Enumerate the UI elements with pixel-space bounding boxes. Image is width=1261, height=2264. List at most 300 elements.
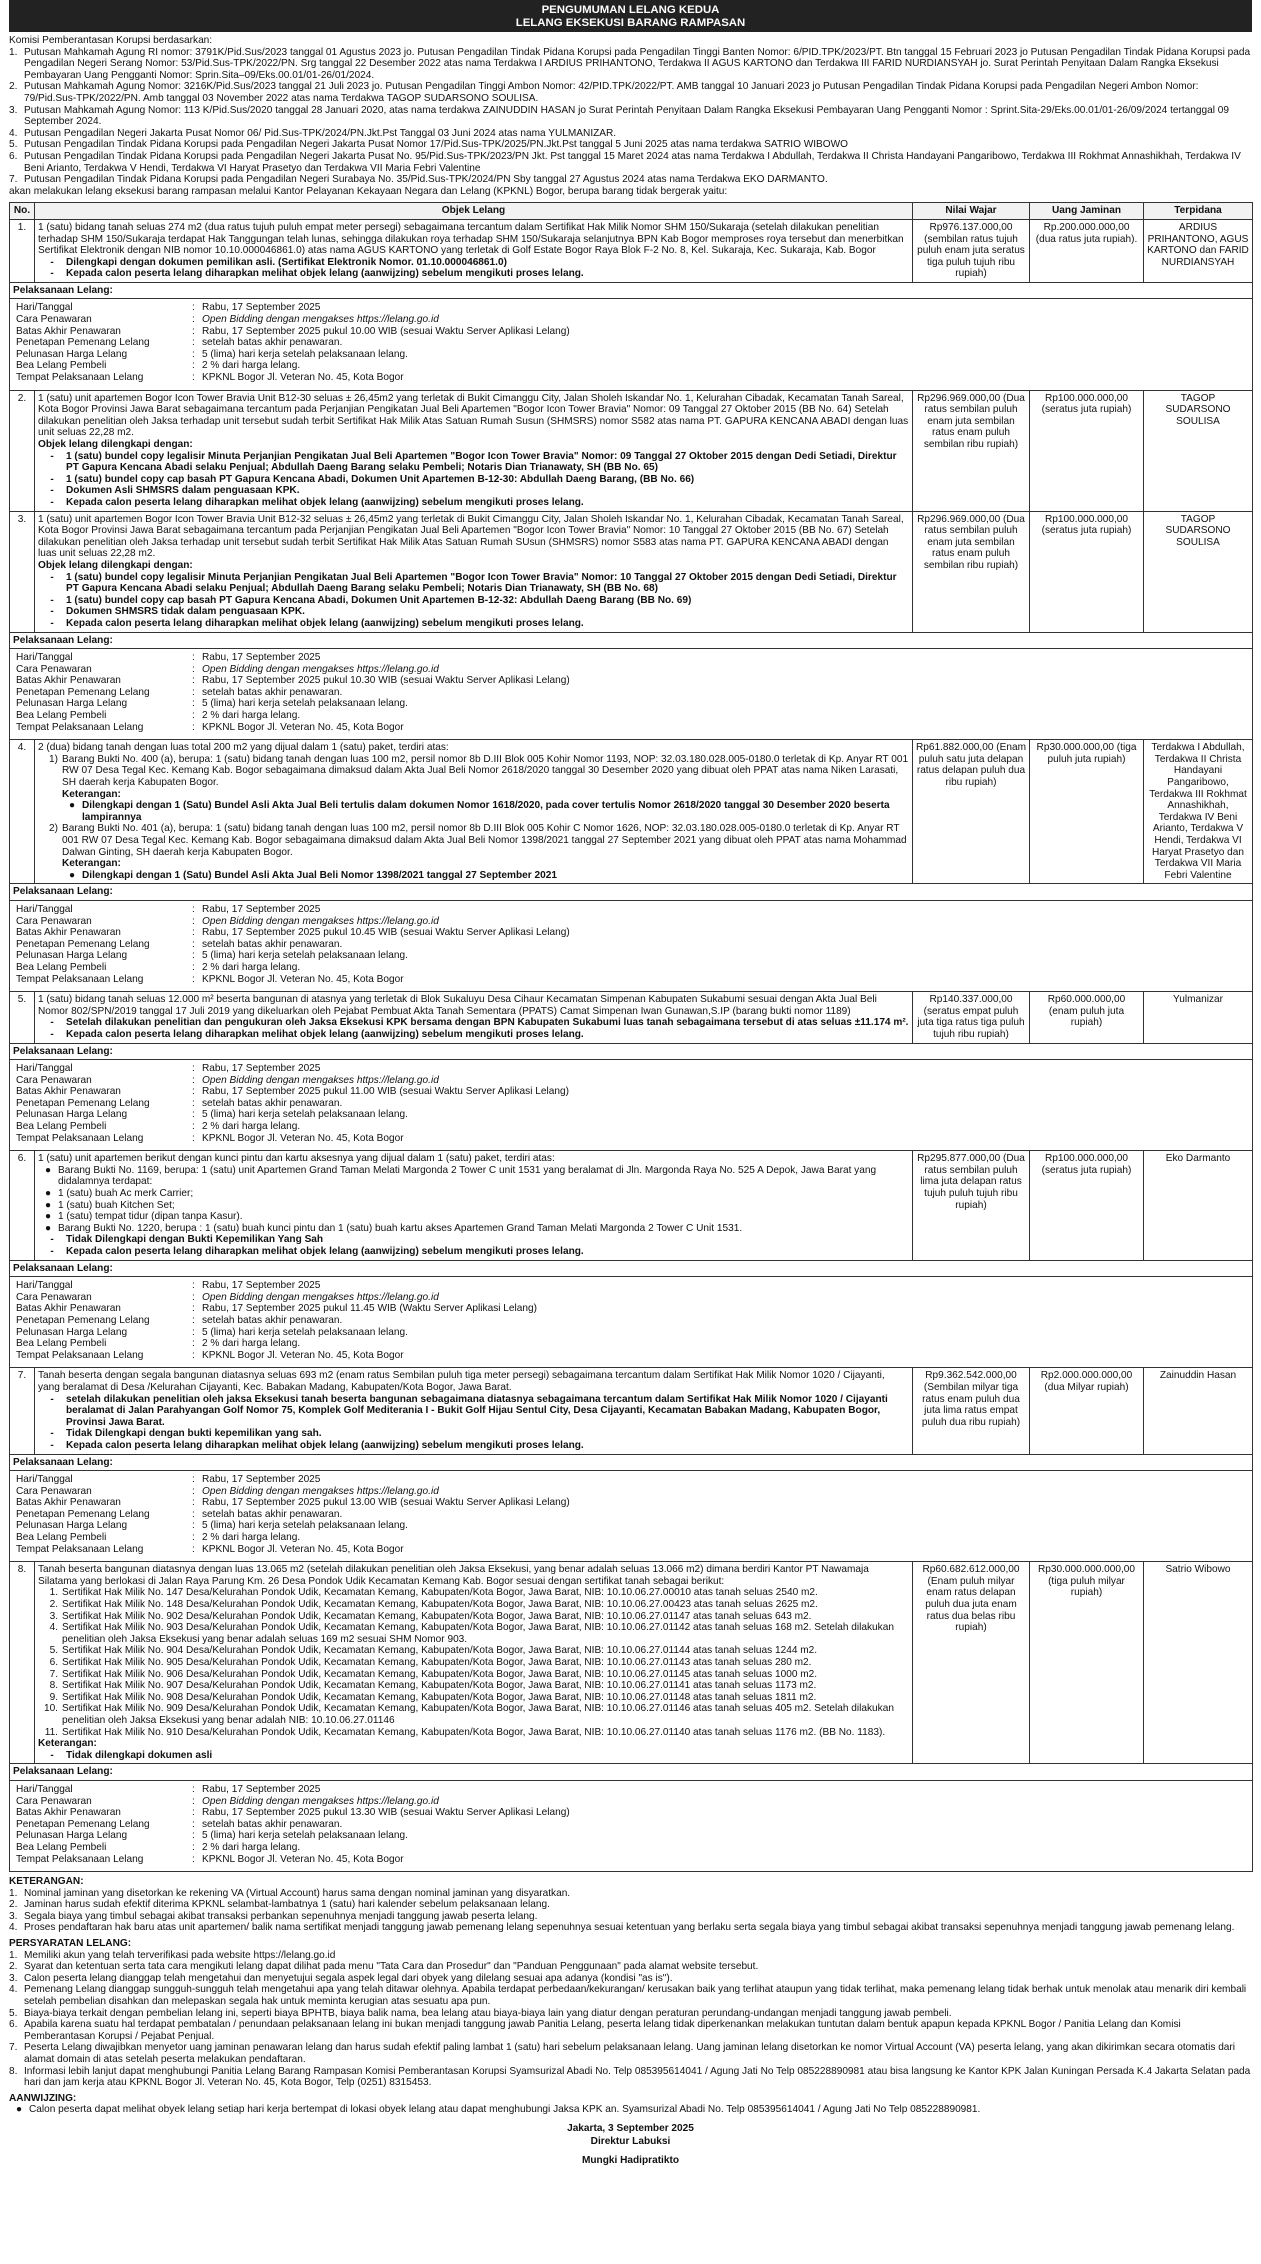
- dash-icon: -: [50, 1017, 54, 1029]
- pelaksanaan-colon: :: [192, 1474, 195, 1486]
- pelaksanaan-value: Rabu, 17 September 2025 pukul 13.00 WIB (sesuai Waktu Server Aplikasi Lelang): [202, 1497, 570, 1509]
- lot-sub-item: [38, 1587, 909, 1599]
- lot-nilai-wajar: Rp296.969.000,00 (Dua ratus sembilan puluh enam juta sembilan ratus enam puluh sembilan ribu rupiah): [913, 511, 1030, 632]
- note-text: Setelah dilakukan penelitian dan pengukuran oleh Jaksa Eksekusi KPK bersama dengan BPN Kabupaten Sukabumi luas tanah sebagaimana tersebut di atas seluas ±11.174 m².: [66, 1017, 909, 1029]
- pelaksanaan-colon: :: [192, 1097, 195, 1109]
- pelaksanaan-value: Open Bidding dengan mengakses https://lelang.go.id: [202, 1291, 439, 1303]
- pelaksanaan-value: Open Bidding dengan mengakses https://lelang.go.id: [202, 314, 439, 326]
- pelaksanaan-colon: :: [192, 1497, 195, 1509]
- pelaksanaan-key: Tempat Pelaksanaan Lelang: [16, 372, 144, 384]
- lot-uang-jaminan: Rp100.000.000,00 (seratus juta rupiah): [1030, 1151, 1144, 1260]
- note-text: Kepada calon peserta lelang diharapkan melihat objek lelang (aanwijzing) sebelum mengikuti proses lelang.: [66, 268, 584, 280]
- pelaksanaan-key: Hari/Tanggal: [16, 1063, 73, 1075]
- list-item-text: Putusan Pengadilan Tindak Pidana Korupsi pada Pengadilan Negeri Jakarta Pusat Nomor 17/Pid.Sus-TPK/2025/PN.Jkt.Pst tanggal 5 Juni 2025 atas nama terdakwa SATRIO WIBOWO: [24, 139, 849, 151]
- pelaksanaan-key: Pelunasan Harga Lelang: [16, 1326, 128, 1338]
- bullet-text: 1 (satu) tempat tidur (dipan tanpa Kasur).: [58, 1211, 243, 1223]
- dash-icon: -: [50, 1749, 54, 1761]
- pelaksanaan-key: Tempat Pelaksanaan Lelang: [16, 1543, 144, 1555]
- pelaksanaan-value: 5 (lima) hari kerja setelah pelaksanaan lelang.: [202, 698, 408, 710]
- pelaksanaan-grid: [13, 904, 1249, 985]
- sub-item-number: 3.: [49, 1610, 58, 1622]
- pelaksanaan-key: Hari/Tanggal: [16, 903, 73, 915]
- announcement-page: [9, 0, 1252, 2264]
- persyaratan-item: [9, 2019, 1252, 2042]
- lot-description: 1 (satu) bidang tanah seluas 274 m2 (dua ratus tujuh puluh empat meter persegi) sebagaimana tercantum dalam Sertifikat Hak Milik Nomor SHM 150/Sukaraja (setelah dilakukan penelitian terhadap SHM 150/Sukaraja terdapat Hak Tanggungan telah lunas, sehingga dilakukan roya terhadap SHM 150/Sukaraja selanjutnya BPN Kab Bogor memproses roya tersebut dan menerbitkan Sertifikat Elektronik dengan NIB nomor 10.10.000046861.0) atas nama AGUS KARTONO yang terletak di Golf Estate Bogor Raya Blok F-2 No. 8, Kel. Sukaraja, Kec. Sukaraja, Kab. Bogor: [38, 221, 904, 257]
- pelaksanaan-colon: :: [192, 1314, 195, 1326]
- sub-item-body: [62, 1611, 909, 1623]
- pelaksanaan-label-row: [10, 1454, 1253, 1471]
- bullet-text: 1 (satu) buah Ac merk Carrier;: [58, 1188, 194, 1200]
- pelaksanaan-colon: :: [192, 1121, 195, 1133]
- sub-item-body: [62, 823, 909, 881]
- intro-lead: Komisi Pemberantasan Korupsi berdasarkan:: [9, 35, 213, 46]
- lot-terpidana: TAGOP SUDARSONO SOULISA: [1144, 511, 1253, 632]
- pelaksanaan-value: setelah batas akhir penawaran.: [202, 337, 343, 349]
- pelaksanaan-detail-row: [10, 1277, 1253, 1368]
- sub-item-text: Sertifikat Hak Milik No. 903 Desa/Kelurahan Pondok Udik, Kecamatan Kemang, Kabupaten/Kota Bogor, Jawa Barat, NIB: 10.10.06.27.01142 atas tanah seluas 168 m2. Setelah dilakukan penelitian oleh Jaksa Eksekusi yang benar adalah seluas 169 m2 sesuai SHM Nomor 903.: [62, 1622, 894, 1645]
- dash-icon: -: [50, 485, 54, 497]
- bullet-text: Barang Bukti No. 1220, berupa : 1 (satu) buah kunci pintu dan 1 (satu) buah kartu akses Apartemen Grand Taman Melati Margonda 2 Tower C Unit 1531.: [58, 1222, 743, 1234]
- pelaksanaan-key: Tempat Pelaksanaan Lelang: [16, 721, 144, 733]
- bullet-text: 1 (satu) buah Kitchen Set;: [58, 1199, 175, 1211]
- note-text: Kepada calon peserta lelang diharapkan melihat objek lelang (aanwijzing) sebelum mengikuti proses lelang.: [66, 496, 584, 508]
- pelaksanaan-key: Pelunasan Harga Lelang: [16, 698, 128, 710]
- persyaratan-item: [9, 2066, 1252, 2089]
- pelaksanaan-grid: [13, 652, 1249, 733]
- pelaksanaan-label: Pelaksanaan Lelang:: [10, 884, 1253, 901]
- sign-place-date: Jakarta, 3 September 2025: [567, 2122, 694, 2134]
- sign-name: Mungki Hadipratikto: [581, 2154, 679, 2166]
- auction-lots-table: [9, 202, 1253, 1872]
- list-item-text: Proses pendaftaran hak baru atas unit apartemen/ balik nama sertifikat menjadi tanggung jawab pemenang lelang sepenuhnya sesuai ketentuan yang berlaku serta segala biaya yang timbul sebagai akibat transaksi sepenuhnya menjadi tanggung jawab pemenang lelang.: [24, 1922, 1235, 1934]
- lot-keterangan-label: Keterangan:: [38, 1738, 97, 1750]
- lot-object-cell: [35, 1368, 913, 1454]
- dash-icon: -: [50, 256, 54, 268]
- pelaksanaan-colon: :: [192, 1795, 195, 1807]
- lot-uang-jaminan: Rp30.000.000.000,00 (tiga puluh milyar rupiah): [1030, 1562, 1144, 1764]
- lot-note: [38, 474, 909, 486]
- sub-item-number: 2): [49, 823, 58, 835]
- pelaksanaan-key: Pelunasan Harga Lelang: [16, 1520, 128, 1532]
- pelaksanaan-key: Batas Akhir Penawaran: [16, 675, 121, 687]
- pelaksanaan-key: Pelunasan Harga Lelang: [16, 950, 128, 962]
- pelaksanaan-colon: :: [192, 927, 195, 939]
- pelaksanaan-key: Cara Penawaran: [16, 1795, 92, 1807]
- pelaksanaan-key: Penetapan Pemenang Lelang: [16, 1818, 150, 1830]
- pelaksanaan-label: Pelaksanaan Lelang:: [10, 632, 1253, 649]
- pelaksanaan-value: Rabu, 17 September 2025 pukul 13.30 WIB (sesuai Waktu Server Aplikasi Lelang): [202, 1807, 570, 1819]
- pelaksanaan-colon: :: [192, 372, 195, 384]
- pelaksanaan-colon: :: [192, 302, 195, 314]
- lot-note: [38, 606, 909, 618]
- lot-note: [38, 451, 909, 474]
- lot-uang-jaminan: Rp100.000.000,00 (seratus juta rupiah): [1030, 390, 1144, 511]
- pelaksanaan-value: Rabu, 17 September 2025 pukul 10.00 WIB (sesuai Waktu Server Aplikasi Lelang): [202, 325, 570, 337]
- dash-icon: -: [50, 450, 54, 462]
- list-item-text: Pemenang Lelang dianggap sungguh-sungguh telah mengetahui apa yang telah ditawar olehnya. Apabila terdapat perbedaan/kekurangan/ kerusakan baik yang terlihat ataupun yang tidak terlihat, maka pemenang lelang tidak berhak untuk menolak atau menarik diri kembali setelah pembelian disahkan dan melepaskan segala hak untuk meminta kerugian atas sesuatu apa pun.: [24, 1984, 1247, 2008]
- dash-icon: -: [50, 1428, 54, 1440]
- sub-item-text: Sertifikat Hak Milik No. 906 Desa/Kelurahan Pondok Udik, Kecamatan Kemang, Kabupaten/Kota Bogor, Jawa Barat, NIB: 10.10.06.27.01145 atas tanah seluas 1000 m2.: [62, 1668, 818, 1680]
- table-row: [10, 390, 1253, 511]
- pelaksanaan-grid: [13, 1474, 1249, 1555]
- pelaksanaan-value: setelah batas akhir penawaran.: [202, 1508, 343, 1520]
- pelaksanaan-key: Tempat Pelaksanaan Lelang: [16, 1132, 144, 1144]
- pelaksanaan-key: Penetapan Pemenang Lelang: [16, 1508, 150, 1520]
- pelaksanaan-colon: :: [192, 652, 195, 664]
- pelaksanaan-value: 2 % dari harga lelang.: [202, 961, 301, 973]
- pelaksanaan-label-row: [10, 884, 1253, 901]
- bullet-icon: ●: [44, 1222, 52, 1234]
- header-subtitle: LELANG EKSEKUSI BARANG RAMPASAN: [515, 16, 746, 29]
- list-item-number: 7.: [9, 174, 18, 186]
- note-text: setelah dilakukan penelitian oleh jaksa Eksekusi tanah beserta bangunan sebagaimana diatasnya sebagaimana tercantum dalam Sertifikat Hak Milik Nomor 1020 / Cijayanti beralamat di Jalan Parahyangan Golf Nomor 75, Komplek Golf Mediterania I - Bukit Golf Hijau Sentul City, Desa Cijayanti, Kecamatan Babakan Madang, Kabupaten Bogor, Provinsi Jawa Barat.: [66, 1393, 888, 1428]
- pelaksanaan-colon: :: [192, 348, 195, 360]
- pelaksanaan-value: Rabu, 17 September 2025 pukul 10.30 WIB (sesuai Waktu Server Aplikasi Lelang): [202, 675, 570, 687]
- pelaksanaan-label-row: [10, 1764, 1253, 1781]
- pelaksanaan-value: KPKNL Bogor Jl. Veteran No. 45, Kota Bogor: [202, 372, 404, 384]
- pelaksanaan-colon: :: [192, 710, 195, 722]
- persyaratan-item: [9, 1973, 1252, 1985]
- note-text: 1 (satu) bundel copy cap basah PT Gapura Kencana Abadi, Dokumen Unit Apartemen B-12-30: Abdullah Daeng Barang, (BB No. 66): [66, 473, 695, 485]
- list-item-number: 1.: [9, 46, 18, 58]
- pelaksanaan-key: Bea Lelang Pembeli: [16, 360, 107, 372]
- pelaksanaan-detail-cell: [10, 649, 1253, 740]
- lot-sub-item: [38, 1622, 909, 1645]
- pelaksanaan-detail-cell: [10, 1780, 1253, 1871]
- pelaksanaan-value: Open Bidding dengan mengakses https://lelang.go.id: [202, 663, 439, 675]
- pelaksanaan-key: Cara Penawaran: [16, 915, 92, 927]
- pelaksanaan-colon: :: [192, 314, 195, 326]
- sub-item-number: 4.: [49, 1622, 58, 1634]
- pelaksanaan-key: Batas Akhir Penawaran: [16, 1807, 121, 1819]
- lot-description: Tanah beserta dengan segala bangunan diatasnya seluas 693 m2 (enam ratus Sembilan puluh tiga meter persegi) sebagaimana tercantum dalam Sertifikat Hak Milik Nomor 1020 / Cijayanti, yang beralamat di Desa /Kelurahan Cijayanti, Kec. Babakan Madang, Kabupaten/Kota Bogor, Jawa Barat.: [38, 1370, 885, 1393]
- list-item-number: 1.: [9, 1949, 18, 1961]
- keterangan-title: KETERANGAN:: [9, 1876, 84, 1888]
- lot-notes-heading: Objek lelang dilengkapi dengan:: [38, 439, 193, 450]
- pelaksanaan-value: 5 (lima) hari kerja setelah pelaksanaan lelang.: [202, 348, 408, 360]
- signature-block: [9, 2122, 1252, 2167]
- pelaksanaan-colon: :: [192, 721, 195, 733]
- list-item-number: 5.: [9, 2007, 18, 2019]
- list-item-text: Informasi lebih lanjut dapat menghubungi Panitia Lelang Barang Rampasan Komisi Pemberantasan Korupsi Syamsurizal Abadi No. Telp 085395614041 / Agung Jati No Telp 085228890981 atau bisa langsung ke Kantor KPK Jalan Kuningan Persada K.4 Jakarta Selatan pada hari dan jam kerja atau KPKNL Bogor Jl. Veteran No. 45, Kota Bogor, Telp (0251) 8315453.: [24, 2065, 1251, 2089]
- lot-nilai-wajar: Rp60.682.612.000,00 (Enam puluh milyar enam ratus delapan puluh dua juta enam ratus dua belas ribu rupiah): [913, 1562, 1030, 1764]
- sub-item-number: 2.: [49, 1599, 58, 1611]
- list-item-text: Putusan Pengadilan Tindak Pidana Korupsi pada Pengadilan Negeri Surabaya No. 35/Pid.Sus-TPK/2024/PN Sby tanggal 27 Agustus 2024 atas nama Terdakwa EKO DARMANTO.: [24, 174, 828, 186]
- sub-item-text: Sertifikat Hak Milik No. 907 Desa/Kelurahan Pondok Udik, Kecamatan Kemang, Kabupaten/Kota Bogor, Jawa Barat, NIB: 10.10.06.27.01141 atas tanah seluas 1173 m2.: [62, 1680, 817, 1692]
- dash-icon: -: [50, 268, 54, 280]
- pelaksanaan-colon: :: [192, 1074, 195, 1086]
- pelaksanaan-label: Pelaksanaan Lelang:: [10, 1454, 1253, 1471]
- col-header-objek: Objek Lelang: [35, 203, 913, 220]
- pelaksanaan-colon: :: [192, 915, 195, 927]
- note-text: Dokumen SHMSRS tidak dalam penguasaan KPK.: [66, 606, 305, 618]
- persyaratan-title: PERSYARATAN LELANG:: [9, 1938, 132, 1950]
- table-row: [10, 1368, 1253, 1454]
- pelaksanaan-colon: :: [192, 686, 195, 698]
- pelaksanaan-value: 5 (lima) hari kerja setelah pelaksanaan lelang.: [202, 1326, 408, 1338]
- lot-note: [38, 485, 909, 497]
- table-row: [10, 1562, 1253, 1764]
- pelaksanaan-value: KPKNL Bogor Jl. Veteran No. 45, Kota Bogor: [202, 721, 404, 733]
- lot-object-cell: [35, 1151, 913, 1260]
- note-text: Tidak dilengkapi dokumen asli: [66, 1749, 213, 1761]
- lot-note: [38, 1428, 909, 1440]
- persyaratan-item: [9, 2008, 1252, 2020]
- pelaksanaan-label: Pelaksanaan Lelang:: [10, 1260, 1253, 1277]
- persyaratan-list: [9, 1950, 1252, 2089]
- pelaksanaan-key: Batas Akhir Penawaran: [16, 1497, 121, 1509]
- pelaksanaan-detail-cell: [10, 1277, 1253, 1368]
- lot-note: [38, 1029, 909, 1041]
- lot-sub-item: [38, 823, 909, 881]
- lot-nilai-wajar: Rp976.137.000,00 (sembilan ratus tujuh puluh enam juta seratus tiga puluh tujuh ribu rupiah): [913, 219, 1030, 282]
- bullet-icon: ●: [68, 800, 76, 812]
- pelaksanaan-detail-row: [10, 900, 1253, 991]
- list-item-number: 2.: [9, 1961, 18, 1973]
- lot-nilai-wajar: Rp9.362.542.000,00 (Sembilan milyar tiga ratus enam puluh dua juta lima ratus empat puluh dua ribu rupiah): [913, 1368, 1030, 1454]
- pelaksanaan-value: Rabu, 17 September 2025 pukul 11.00 WIB (sesuai Waktu Server Aplikasi Lelang): [202, 1086, 569, 1098]
- pelaksanaan-key: Cara Penawaran: [16, 663, 92, 675]
- lot-uang-jaminan: Rp100.000.000,00 (seratus juta rupiah): [1030, 511, 1144, 632]
- keterangan-section: [9, 1876, 1252, 1934]
- pelaksanaan-key: Tempat Pelaksanaan Lelang: [16, 1349, 144, 1361]
- lot-description: 1 (satu) unit apartemen Bogor Icon Tower Bravia Unit B12-30 seluas ± 26,45m2 yang terletak di Bukit Cimanggu City, Jalan Sholeh Iskandar No. 1, Kelurahan Cibadak, Kecamatan Tanah Sareal, Kota Bogor Provinsi Jawa Barat sebagaimana tercantum pada Perjanjian Pengikatan Jual Beli Apartemen "Bogor Icon Tower Bravia" Nomor: 09 Tanggal 27 Oktober 2015 (BB No. 64) Setelah dilakukan penelitian oleh Jaksa terhadap unit tersebut sudah terbit Sertifikat Hak Milik Atas Satuan Rumah Susun (SHMSRS) nomor S582 atas nama PT. GAPURA KENCANA ABADI dengan luas unit seluas 22,28 m2.: [38, 392, 909, 439]
- pelaksanaan-value: Rabu, 17 September 2025: [202, 1063, 321, 1075]
- keterangan-list: [9, 1888, 1252, 1934]
- pelaksanaan-grid: [13, 302, 1249, 383]
- pelaksanaan-key: Cara Penawaran: [16, 314, 92, 326]
- sub-item-number: 6.: [49, 1657, 58, 1668]
- sub-item-body: [62, 1669, 909, 1681]
- bullet-text: Barang Bukti No. 1169, berupa: 1 (satu) unit Apartemen Grand Taman Melati Margonda 2 Tower C unit 1531 yang beralamat di Jln. Margonda Raya No. 525 A Depok, Jawa Barat yang didalamnya terdapat:: [58, 1164, 877, 1188]
- note-text: Tidak Dilengkapi dengan bukti kepemilikan yang sah.: [66, 1428, 322, 1440]
- list-item-text: Putusan Pengadilan Tindak Pidana Korupsi pada Pengadilan Negeri Jakarta Pusat No. 95/Pid.Sus-TPK/2023/PN Jkt. Pst tanggal 15 Maret 2024 atas nama Terdakwa I Abdullah, Terdakwa II Christa Handayani Pangaribowo, Terdakwa III Rokhmat Annashikhah, Terdakwa IV Beni Arianto, Terdakwa V Hendi, Terdakwa VI Haryat Prasetyo dan Terdakwa VII Maria Febri Valentine: [24, 150, 1241, 174]
- lot-description: 2 (dua) bidang tanah dengan luas total 200 m2 yang dijual dalam 1 (satu) paket, terdiri atas:: [38, 742, 449, 754]
- pelaksanaan-value: 5 (lima) hari kerja setelah pelaksanaan lelang.: [202, 1830, 408, 1842]
- list-item-text: Putusan Mahkamah Agung RI nomor: 3791K/Pid.Sus/2023 tanggal 01 Agustus 2023 jo. Putusan Pengadilan Tindak Pidana Korupsi pada Pengadilan Tinggi Banten Nomor: 6/PID.TPK/2023/PT. Btn tanggal 15 Februari 2023 jo Putusan Pengadilan Tindak Pidana Korupsi pada Pengadilan Negeri Serang Nomor: 53/Pid.Sus-TPK/2022/PN. Srg tanggal 22 Desember 2022 atas nama Terdakwa I ARDIUS PRIHANTONO, Terdakwa II AGUS KARTONO dan Terdakwa III FARID NURDIANSYAH jo. Surat Perintah Penyitaan Dalam Rangka Eksekusi Pembayaran Uang Pengganti Nomor: Sprin.Sita–09/Eks.00.01/01-26/01/2024.: [24, 46, 1251, 81]
- lot-sub-item: [38, 1727, 909, 1739]
- lot-sub-item: [38, 754, 909, 824]
- pelaksanaan-value: KPKNL Bogor Jl. Veteran No. 45, Kota Bogor: [202, 973, 404, 985]
- pelaksanaan-colon: :: [192, 1853, 195, 1865]
- list-item-number: 8.: [9, 2065, 18, 2077]
- pelaksanaan-key: Bea Lelang Pembeli: [16, 961, 107, 973]
- pelaksanaan-colon: :: [192, 360, 195, 372]
- lot-sub-item: [38, 1657, 909, 1669]
- list-item-text: Memiliki akun yang telah terverifikasi pada website https://lelang.go.id: [24, 1949, 336, 1961]
- pelaksanaan-colon: :: [192, 1109, 195, 1121]
- bullet-icon: ●: [44, 1188, 52, 1200]
- pelaksanaan-colon: :: [192, 663, 195, 675]
- pelaksanaan-colon: :: [192, 903, 195, 915]
- lot-number: 8.: [10, 1562, 35, 1764]
- dash-icon: -: [50, 1246, 54, 1257]
- pelaksanaan-value: KPKNL Bogor Jl. Veteran No. 45, Kota Bogor: [202, 1543, 404, 1555]
- sub-item-body: [62, 1680, 909, 1692]
- pelaksanaan-key: Bea Lelang Pembeli: [16, 1121, 107, 1133]
- aanwijzing-item: [9, 2104, 1252, 2116]
- sign-position: Direktur Labuksi: [590, 2135, 671, 2147]
- pelaksanaan-key: Penetapan Pemenang Lelang: [16, 938, 150, 950]
- pelaksanaan-detail-row: [10, 299, 1253, 390]
- pelaksanaan-value: 2 % dari harga lelang.: [202, 1532, 301, 1544]
- pelaksanaan-colon: :: [192, 1349, 195, 1361]
- note-text: Tidak Dilengkapi dengan Bukti Kepemilikan Yang Sah: [66, 1234, 324, 1246]
- pelaksanaan-key: Pelunasan Harga Lelang: [16, 1109, 128, 1121]
- list-item-text: Calon peserta lelang dianggap telah mengetahui dan menyetujui segala aspek legal dari obyek yang dilelang sesuai apa adanya (kondisi "as is").: [24, 1972, 673, 1984]
- pelaksanaan-label-row: [10, 1043, 1253, 1060]
- pelaksanaan-value: KPKNL Bogor Jl. Veteran No. 45, Kota Bogor: [202, 1349, 404, 1361]
- dash-icon: -: [50, 1028, 54, 1040]
- pelaksanaan-colon: :: [192, 1086, 195, 1098]
- pelaksanaan-grid: [13, 1280, 1249, 1361]
- list-item-number: 6.: [9, 2019, 18, 2031]
- pelaksanaan-detail-cell: [10, 299, 1253, 390]
- note-text: Kepada calon peserta lelang diharapkan melihat objek lelang (aanwijzing) sebelum mengikuti proses lelang.: [66, 1246, 584, 1257]
- list-item-text: Nominal jaminan yang disetorkan ke rekening VA (Virtual Account) harus sama dengan nominal jaminan yang disyaratkan.: [24, 1887, 571, 1899]
- note-text: 1 (satu) bundel copy cap basah PT Gapura Kencana Abadi, Dokumen Unit Apartemen B-12-32: Abdullah Daeng Barang (BB No. 69): [66, 594, 692, 606]
- dash-icon: -: [50, 617, 54, 629]
- lot-uang-jaminan: Rp.200.000.000,00 (dua ratus juta rupiah).: [1030, 219, 1144, 282]
- sub-item-body: [62, 1727, 909, 1739]
- lot-terpidana: Satrio Wibowo: [1144, 1562, 1253, 1764]
- pelaksanaan-grid: [13, 1063, 1249, 1144]
- legal-basis-item: [9, 151, 1252, 174]
- aanwijzing-text: Calon peserta dapat melihat obyek lelang setiap hari kerja bertempat di lokasi obyek lelang atau dapat menghubungi Jaksa KPK an. Syamsurizal Abadi No. Telp 085395614041 / Agung Jati No Telp 085228890981.: [29, 2104, 981, 2116]
- note-text: 1 (satu) bundel copy legalisir Minuta Perjanjian Pengikatan Jual Beli Apartemen "Bogor Icon Tower Bravia" Nomor: 09 Tanggal 27 Oktober 2015 dengan Dedi Setiadi, Direktur PT Gapura Kencana Abadi selaku Penjual; Abdullah Daeng Barang selaku Pembeli; Notaris Dian Trianawaty, SH (BB No. 65): [66, 450, 897, 474]
- lot-terpidana: Yulmanizar: [1144, 992, 1253, 1043]
- aanwijzing-title: AANWIJZING:: [9, 2092, 77, 2104]
- lot-note: [38, 1234, 909, 1246]
- pelaksanaan-key: Penetapan Pemenang Lelang: [16, 1097, 150, 1109]
- list-item-text: Segala biaya yang timbul sebagai akibat transaksi perbankan sepenuhnya menjadi tanggung jawab peserta lelang.: [24, 1910, 538, 1922]
- sub-item-text: Sertifikat Hak Milik No. 909 Desa/Kelurahan Pondok Udik, Kecamatan Kemang, Kabupaten/Kota Bogor, Jawa Barat, NIB: 10.10.06.27.01146 atas tanah seluas 405 m2. Setelah dilakukan penelitian oleh Jaksa Eksekusi yang benar adalah NIB: 10.10.06.27.01146: [62, 1703, 894, 1726]
- table-row: [10, 992, 1253, 1043]
- sub-item-body: [62, 1657, 909, 1669]
- sub-item-number: 11.: [44, 1726, 58, 1738]
- lot-description: 1 (satu) bidang tanah seluas 12.000 m² beserta bangunan di atasnya yang terletak di Blok Sukaluyu Desa Cihaur Kecamatan Simpenan Kabupaten Sukabumi sesuai dengan Akta Jual Beli Nomor 802/SPN/2019 tanggal 17 Juli 2019 yang dikeluarkan oleh Pejabat Pembuat Akta Tanah Sementara (PPATS) Camat Simpenan Iwan Gunawan,S.IP (barang bukti nomor 1189): [38, 994, 877, 1017]
- pelaksanaan-colon: :: [192, 1326, 195, 1338]
- legal-basis-item: [9, 81, 1252, 104]
- dash-icon: -: [50, 1439, 54, 1451]
- pelaksanaan-colon: :: [192, 1830, 195, 1842]
- sub-item-text: Barang Bukti No. 401 (a), berupa: 1 (satu) bidang tanah dengan luas 100 m2, persil nomor 8b D.III Blok 005 Kohir C Nomor 1626, NOP: 32.03.180.028.005-0180.0 terletak di Kp. Anyar RT 001 RW 07 Desa Tegal Kec. Kemang Kab. Bogor sebagaimana dimaksud dalam Akta Jual Beli Nomor 1398/2021 tanggal 27 September 2021 yang dibuat oleh PPAT atas nama Mohammad Dalwan Ginting, SH daerah kerja Kabupaten Bogor.: [62, 823, 907, 858]
- pelaksanaan-colon: :: [192, 1485, 195, 1497]
- list-item-number: 4.: [9, 1922, 18, 1934]
- pelaksanaan-detail-cell: [10, 1471, 1253, 1562]
- sub-item-text: Sertifikat Hak Milik No. 147 Desa/Kelurahan Pondok Udik, Kecamatan Kemang, Kabupaten/Kota Bogor, Jawa Barat, NIB: 10.10.06.27.00010 atas tanah seluas 2540 m2.: [62, 1587, 818, 1599]
- pelaksanaan-colon: :: [192, 1841, 195, 1853]
- list-item-number: 3.: [9, 1910, 18, 1922]
- table-row: [10, 511, 1253, 632]
- pelaksanaan-value: Rabu, 17 September 2025: [202, 1280, 321, 1292]
- lot-sub-item: [38, 1599, 909, 1611]
- sub-item-number: 5.: [49, 1645, 58, 1657]
- sub-item-number: 10.: [43, 1703, 58, 1715]
- list-item-text: Biaya-biaya terkait dengan pembelian lelang ini, seperti biaya BPHTB, biaya balik nama, bea lelang atau biaya-biaya lain yang diatur dengan peraturan perundang-undangan menjadi tanggung jawab pembeli.: [24, 2007, 952, 2019]
- pelaksanaan-value: 2 % dari harga lelang.: [202, 1121, 301, 1133]
- lot-note: [38, 257, 909, 269]
- intro-tail: akan melakukan lelang eksekusi barang rampasan melalui Kantor Pelayanan Kekayaan Negara dan Lelang (KPKNL) Bogor, berupa barang tidak bergerak yaitu:: [9, 185, 728, 197]
- pelaksanaan-colon: :: [192, 337, 195, 349]
- pelaksanaan-detail-row: [10, 1780, 1253, 1871]
- pelaksanaan-key: Hari/Tanggal: [16, 1474, 73, 1486]
- pelaksanaan-key: Cara Penawaran: [16, 1485, 92, 1497]
- pelaksanaan-detail-cell: [10, 900, 1253, 991]
- lot-object-cell: [35, 511, 913, 632]
- col-header-nilai: Nilai Wajar: [913, 203, 1030, 220]
- list-item-text: Putusan Pengadilan Negeri Jakarta Pusat Nomor 06/ Pid.Sus-TPK/2024/PN.Jkt.Pst Tanggal 03 Juni 2024 atas nama YULMANIZAR.: [24, 127, 617, 139]
- pelaksanaan-colon: :: [192, 1818, 195, 1830]
- pelaksanaan-key: Batas Akhir Penawaran: [16, 1303, 121, 1315]
- list-item-number: 6.: [9, 150, 18, 162]
- pelaksanaan-key: Hari/Tanggal: [16, 1280, 73, 1292]
- pelaksanaan-value: 5 (lima) hari kerja setelah pelaksanaan lelang.: [202, 1520, 408, 1532]
- lot-object-cell: [35, 1562, 913, 1764]
- note-text: Dilengkapi dengan dokumen pemilikan asli. (Sertifikat Elektronik Nomor. 01.10.000046861.0): [66, 256, 507, 268]
- list-item-number: 3.: [9, 1972, 18, 1984]
- list-item-text: Putusan Mahkamah Agung Nomor: 113 K/Pid.Sus/2020 tanggal 28 Januari 2020, atas nama terdakwa ZAINUDDIN HASAN jo Surat Perintah Penyitaan Dalam Rangka Eksekusi Pembayaran Uang Pengganti Nomor : Sprint.Sita-29/Eks.00.01/01-26/09/2024 tertanggal 09 September 2024.: [24, 104, 1230, 128]
- pelaksanaan-colon: :: [192, 1063, 195, 1075]
- sub-item-text: Sertifikat Hak Milik No. 910 Desa/Kelurahan Pondok Udik, Kecamatan Kemang, Kabupaten/Kota Bogor, Jawa Barat, NIB: 10.10.06.27.01140 atas tanah seluas 1176 m2. (BB No. 1183).: [62, 1726, 886, 1738]
- pelaksanaan-value: 5 (lima) hari kerja setelah pelaksanaan lelang.: [202, 950, 408, 962]
- pelaksanaan-value: setelah batas akhir penawaran.: [202, 1314, 343, 1326]
- pelaksanaan-value: 2 % dari harga lelang.: [202, 360, 301, 372]
- pelaksanaan-detail-row: [10, 1471, 1253, 1562]
- pelaksanaan-value: setelah batas akhir penawaran.: [202, 938, 343, 950]
- lot-note: [38, 1394, 909, 1429]
- lot-sub-item: [38, 1611, 909, 1623]
- lot-terpidana: Zainuddin Hasan: [1144, 1368, 1253, 1454]
- pelaksanaan-key: Bea Lelang Pembeli: [16, 1338, 107, 1350]
- lot-note: [38, 1246, 909, 1258]
- col-header-no: No.: [10, 203, 35, 220]
- intro-section: [9, 35, 1252, 197]
- lot-note: [38, 268, 909, 280]
- pelaksanaan-label-row: [10, 282, 1253, 299]
- note-text: Dilengkapi dengan 1 (Satu) Bundel Asli Akta Jual Beli Nomor 1398/2021 tanggal 27 September 2021: [82, 869, 557, 881]
- pelaksanaan-value: 5 (lima) hari kerja setelah pelaksanaan lelang.: [202, 1109, 408, 1121]
- keterangan-item: [9, 1911, 1252, 1923]
- list-item-text: Putusan Mahkamah Agung Nomor: 3216K/Pid.Sus/2023 tanggal 21 Juli 2023 jo. Putusan Pengadilan Tinggi Ambon Nomor: 42/PID.TPK/2022/PT. AMB tanggal 10 Januari 2023 jo Putusan Pengadilan Tindak Pidana Korupsi pada Pengadilan Negeri Ambon Nomor: 79/Pid.Sus-TPK/2022/PN. Amb tanggal 03 November 2022 atas nama Terdakwa TAGOP SUDARSONO SOULISA.: [24, 81, 1199, 104]
- pelaksanaan-value: setelah batas akhir penawaran.: [202, 686, 343, 698]
- pelaksanaan-detail-row: [10, 1060, 1253, 1151]
- dash-icon: -: [50, 571, 54, 583]
- table-row: [10, 219, 1253, 282]
- col-header-jaminan: Uang Jaminan: [1030, 203, 1144, 220]
- pelaksanaan-value: Rabu, 17 September 2025: [202, 903, 321, 915]
- sub-item-text: Sertifikat Hak Milik No. 908 Desa/Kelurahan Pondok Udik, Kecamatan Kemang, Kabupaten/Kota Bogor, Jawa Barat, NIB: 10.10.06.27.01148 atas tanah seluas 1811 m2.: [62, 1691, 817, 1703]
- legal-basis-item: [9, 174, 1252, 186]
- pelaksanaan-value: Rabu, 17 September 2025: [202, 1783, 321, 1795]
- lot-sub-item: [38, 1680, 909, 1692]
- pelaksanaan-key: Pelunasan Harga Lelang: [16, 1830, 128, 1842]
- lot-sub-item: [38, 1692, 909, 1704]
- lot-uang-jaminan: Rp60.000.000,00 (enam puluh juta rupiah): [1030, 992, 1144, 1043]
- sub-item-number: 8.: [49, 1680, 58, 1692]
- pelaksanaan-label-row: [10, 632, 1253, 649]
- lot-uang-jaminan: Rp30.000.000,00 (tiga puluh juta rupiah): [1030, 740, 1144, 884]
- legal-basis-list: [9, 47, 1252, 186]
- sub-item-text: Barang Bukti No. 400 (a), berupa: 1 (satu) bidang tanah dengan luas 100 m2, persil nomor 8b D.III Blok 005 Kohir Nomor 1193, NOP: 32.03.180.028.005-0180.0 terletak di Kp. Anyar RT 001 RW 07 Desa Tegal Kec. Kemang Kab. Bogor sebagaimana dimaksud dalam Akta Jual Beli Nomor 2618/2020 tanggal 30 Desember 2020 yang dibuat oleh PPAT atas nama Niken Larasati, SH daerah kerja Kabupaten Bogor.: [62, 753, 909, 789]
- pelaksanaan-detail-cell: [10, 1060, 1253, 1151]
- pelaksanaan-key: Tempat Pelaksanaan Lelang: [16, 973, 144, 985]
- lot-bullet-item: [38, 1223, 909, 1235]
- note-text: Kepada calon peserta lelang diharapkan melihat objek lelang (aanwijzing) sebelum mengikuti proses lelang.: [66, 1028, 584, 1040]
- lot-nilai-wajar: Rp295.877.000,00 (Dua ratus sembilan puluh lima juta delapan ratus tujuh puluh tujuh ribu rupiah): [913, 1151, 1030, 1260]
- keterangan-item: [9, 1899, 1252, 1911]
- pelaksanaan-key: Batas Akhir Penawaran: [16, 325, 121, 337]
